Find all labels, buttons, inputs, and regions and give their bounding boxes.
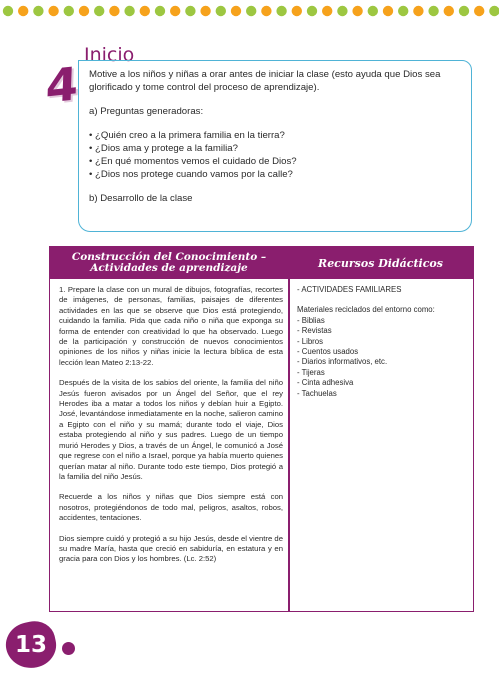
border-dot [200, 6, 210, 16]
resource-item: - Revistas [297, 326, 332, 336]
header-left-line2: Actividades de aprendizaje [90, 262, 248, 274]
question-item: • ¿Dios ama y protege a la familia? [89, 143, 238, 154]
section-number: 4 [44, 56, 80, 114]
activities-column [59, 285, 283, 575]
activities-table [49, 246, 474, 612]
border-dot [489, 6, 499, 16]
border-dot [216, 6, 226, 16]
border-dot [18, 6, 28, 16]
activity-paragraph: Dios siempre cuidó y protegió a su hijo Jesús, desde el vientre de su madre María, hasta que creció en sabiduría, en estatura y en gracia para con Dios y los hombres. (Lc. 2:52) [59, 533, 283, 564]
column-divider [288, 279, 290, 611]
page-number-badge [2, 617, 60, 672]
header-right: Recursos Didácticos [318, 256, 443, 270]
border-dot [398, 6, 408, 16]
resource-item: - Biblias [297, 315, 325, 325]
border-dot [474, 6, 484, 16]
table-header [50, 247, 473, 279]
header-left [50, 247, 288, 279]
border-dot [64, 6, 74, 16]
border-dot [48, 6, 58, 16]
border-dot [170, 6, 180, 16]
border-dot [140, 6, 150, 16]
resources-list [297, 316, 467, 399]
resources-intro: Materiales reciclados del entorno como: [297, 305, 435, 315]
badge-dot-decoration [62, 642, 75, 655]
border-dot [231, 6, 241, 16]
resource-item: - Diarios informativos, etc. [297, 357, 388, 367]
border-dot [79, 6, 89, 16]
border-dot [459, 6, 469, 16]
decorative-dot-border [0, 4, 499, 18]
border-dot [261, 6, 271, 16]
border-dot [444, 6, 454, 16]
question-item: • ¿Dios nos protege cuando vamos por la calle? [89, 169, 293, 180]
border-dot [246, 6, 256, 16]
question-item: • ¿Quién creo a la primera familia en la tierra? [89, 130, 285, 141]
section-title: Inicio [84, 44, 135, 66]
resource-item: - Cuentos usados [297, 347, 359, 357]
activity-paragraph: Después de la visita de los sabios del oriente, la familia del niño Jesús fueron avisados por un Ángel del Señor, que el rey Herodes iba a matar a todos los niños y debían huir a Egipto. José, levantándose inmediatamente en la noche, salieron camino a Egipto con el niño y su mamá; durante todo el viaje, Dios estaba protegiendo al niño y sus padres. Luego de un tiempo murió Herodes y Dios, a través de un Ángel, le comunicó a José que regrese con el niño a Israel, porque ya había muerto quienes querían matar al niño. Durante todo este tiempo, Dios protegió a la familia del niño Jesús. [59, 378, 283, 481]
intro-text: Motive a los niños y niñas a orar antes de iniciar la clase (esto ayuda que Dios sea glorificado y tome control del proceso de aprendizaje). [89, 69, 441, 93]
part-a-label: a) Preguntas generadoras: [89, 106, 204, 117]
border-dot [33, 6, 43, 16]
border-dot [352, 6, 362, 16]
border-dot [383, 6, 393, 16]
activity-paragraph: Recuerde a los niños y niñas que Dios siempre está con nosotros, protegiéndonos de todo mal, peligros, asaltos, robos, accidentes, tentaciones. [59, 492, 283, 523]
resource-item: - Tachuelas [297, 388, 337, 398]
resources-title: - ACTIVIDADES FAMILIARES [297, 285, 402, 294]
header-left-line1: Construcción del Conocimiento – [71, 251, 267, 263]
border-dot [109, 6, 119, 16]
resources-column [297, 285, 467, 399]
border-dot [428, 6, 438, 16]
question-item: • ¿En qué momentos vemos el cuidado de Dios? [89, 156, 297, 167]
part-b-label: b) Desarrollo de la clase [89, 193, 193, 204]
page-number: 13 [14, 632, 48, 659]
border-dot [276, 6, 286, 16]
question-list [89, 129, 461, 181]
resource-item: - Tijeras [297, 367, 325, 377]
resource-item: - Cinta adhesiva [297, 378, 354, 388]
activity-paragraph: 1. Prepare la clase con un mural de dibujos, fotografías, recortes de imágenes, de personas, familias, paisajes de diferentes actividades en las que se observe que Dios está protegiendo, cuidando la familia. Pida que cada niño o niña que exponga su forma de entender con creatividad lo que ha observado. Luego de la participación y construcción de nuevos conocimientos opiniones de los niños y niñas inicie la lectura bíblica de esta lección lean Mateo 2:13-22. [59, 285, 283, 367]
border-dot [307, 6, 317, 16]
border-dot [337, 6, 347, 16]
border-dot [3, 6, 13, 16]
border-dot [292, 6, 302, 16]
intro-box [78, 60, 472, 232]
border-dot [124, 6, 134, 16]
resource-item: - Libros [297, 336, 323, 346]
border-dot [413, 6, 423, 16]
border-dot [185, 6, 195, 16]
border-dot [368, 6, 378, 16]
border-dot [94, 6, 104, 16]
border-dot [322, 6, 332, 16]
border-dot [155, 6, 165, 16]
